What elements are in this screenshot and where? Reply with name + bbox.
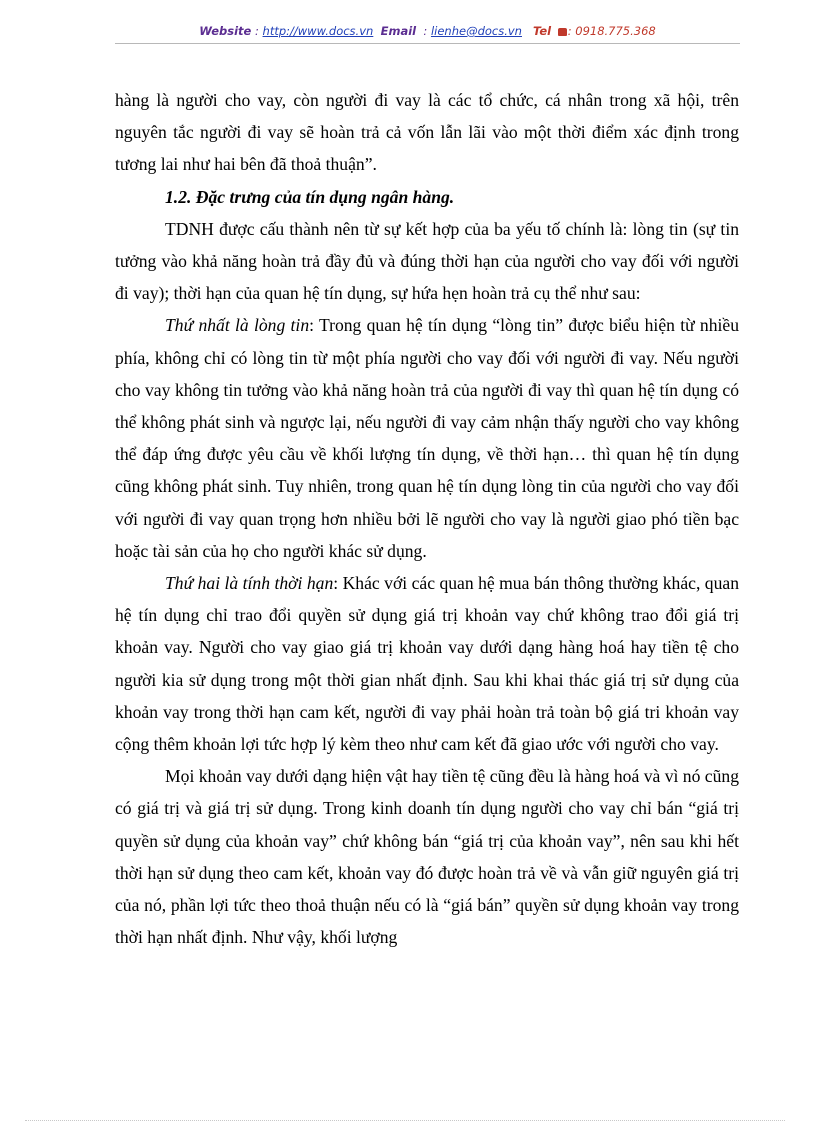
website-separator: : bbox=[255, 24, 259, 38]
term-text: : Khác với các quan hệ mua bán thông thường khác, quan hệ tín dụng chỉ trao đổi quyền sử dụng giá trị khoản vay chứ không trao đổi giá trị khoản vay. Người cho vay giao giá trị khoản vay dưới dạng hàng hoá hay tiền tệ cho người kia sử dụng trong một thời gian nhất định. Sau khi khai thác giá trị sử dụng của khoản vay trong thời hạn cam kết, người đi vay phải hoàn trả toàn bộ giá tri khoản vay cộng thêm khoản lợi tức hợp lý kèm theo như cam kết đã giao ước với người cho vay. bbox=[115, 573, 740, 755]
trust-lead: Thứ nhất là lòng tin bbox=[165, 315, 310, 336]
email-link[interactable]: lienhe@docs.vn bbox=[430, 24, 522, 38]
paragraph-trust bbox=[115, 309, 739, 567]
intro-paragraph: hàng là người cho vay, còn người đi vay là các tổ chức, cá nhân trong xã hội, trên nguyên tắc người đi vay sẽ hoàn trả cả vốn lẫn lãi vào một thời điểm xác định trong tương lai như hai bên đã thoả thuận”. bbox=[115, 90, 739, 175]
footer-divider bbox=[25, 1120, 785, 1121]
paragraph-loan-value: Mọi khoản vay dưới dạng hiện vật hay tiền tệ cũng đều là hàng hoá và vì nó cũng có giá trị và giá trị sử dụng. Trong kinh doanh tín dụng người cho vay chỉ bán “giá trị quyền sử dụng của khoản vay” chứ không bán “giá trị của khoản vay”, nên sau khi hết thời hạn sử dụng theo cam kết, khoản vay đó được hoàn trả về và vẫn giữ nguyên giá trị của nó, phần lợi tức theo thoả thuận nếu có là “giá bán” quyền sử dụng khoản vay trong thời hạn nhất định. Như vậy, khối lượng bbox=[115, 766, 739, 948]
email-separator: : bbox=[423, 24, 428, 38]
term-lead: Thứ hai là tính thời hạn bbox=[165, 573, 334, 594]
email-label: Email bbox=[380, 24, 417, 38]
page-header bbox=[115, 24, 740, 44]
website-link[interactable]: http://www.docs.vn bbox=[262, 24, 374, 38]
paragraph-term bbox=[115, 567, 739, 760]
paragraph-tdnh: TDNH được cấu thành nên từ sự kết hợp của ba yếu tố chính là: lòng tin (sự tin tưởng vào khả năng hoàn trả đầy đủ và đúng thời hạn của người cho vay đối với người đi vay); thời hạn của quan hệ tín dụng, sự hứa hẹn hoàn trả cụ thể như sau: bbox=[115, 218, 739, 304]
document-body bbox=[115, 84, 739, 953]
website-label: Website bbox=[199, 24, 252, 38]
tel-label: Tel bbox=[532, 24, 552, 38]
header-divider bbox=[115, 43, 740, 44]
tel-number: : 0918.775.368 bbox=[567, 24, 656, 38]
trust-text: : Trong quan hệ tín dụng “lòng tin” được biểu hiện từ nhiều phía, không chỉ có lòng tin từ một phía người cho vay đối với người đi vay. Nếu người cho vay không tin tưởng vào khả năng hoàn trả của người đi vay thì quan hệ tín dụng có thể không phát sinh và ngược lại, nếu người đi vay cảm nhận thấy người cho vay không thể đáp ứng được yêu cầu về khối lượng tín dụng, về thời hạn… thì quan hệ tín dụng cũng không phát sinh. Tuy nhiên, trong quan hệ tín dụng lòng tin của người cho vay đối với người đi vay quan trọng hơn nhiều bởi lẽ người cho vay là người giao phó tiền bạc hoặc tài sản của họ cho người khác sử dụng. bbox=[115, 315, 739, 561]
section-heading: 1.2. Đặc trưng của tín dụng ngân hàng. bbox=[165, 186, 455, 207]
phone-icon bbox=[558, 28, 567, 36]
